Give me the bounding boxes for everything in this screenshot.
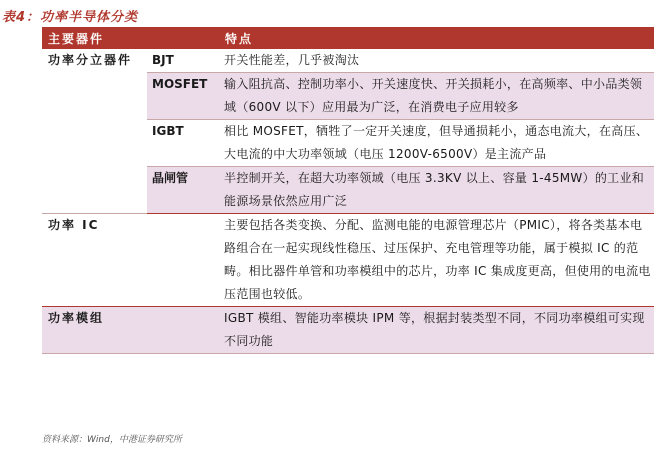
source-note: 资料来源：Wind，中港证券研究所 [42,435,182,445]
feature-cell: 相比 MOSFET，牺牲了一定开关速度，但导通损耗小，通态电流大，在高压、大电流的中大功率领域（电压 1200V-6500V）是主流产品 [219,120,654,167]
table-header-row [42,27,654,49]
category-cell: 功率 IC [42,214,219,307]
table-row [42,307,654,354]
feature-cell: IGBT 模组、智能功率模块 IPM 等，根据封装类型不同，不同功率模组可实现不同功能 [219,307,654,354]
header-feature: 特点 [219,27,654,49]
feature-cell: 半控制开关，在超大功率领域（电压 3.3KV 以上、容量 1-45MW）的工业和能源场景依然应用广泛 [219,167,654,214]
category-cell: 功率模组 [42,307,219,354]
subcategory-cell: 晶闸管 [147,167,219,214]
feature-cell: 主要包括各类变换、分配、监测电能的电源管理芯片（PMIC），将各类基本电路组合在一起实现线性稳压、过压保护、充电管理等功能，属于模拟 IC 的范畴。相比器件单管和功率模组中的芯片，功率 IC 集成度更高，但使用的电流电压范围也较低。 [219,214,654,307]
header-main-device: 主要器件 [42,27,219,49]
table-row [42,214,654,307]
subcategory-cell: BJT [147,49,219,73]
feature-cell: 开关性能差，几乎被淘汰 [219,49,654,73]
feature-cell: 输入阻抗高、控制功率小、开关速度快、开关损耗小，在高频率、中小品类领域（600V 以下）应用最为广泛，在消费电子应用较多 [219,73,654,120]
table-title: 表4：功率半导体分类 [2,10,139,25]
table-row [42,49,654,73]
subcategory-cell: IGBT [147,120,219,167]
power-semiconductor-table [42,27,654,354]
subcategory-cell: MOSFET [147,73,219,120]
category-cell: 功率分立器件 [42,49,147,214]
